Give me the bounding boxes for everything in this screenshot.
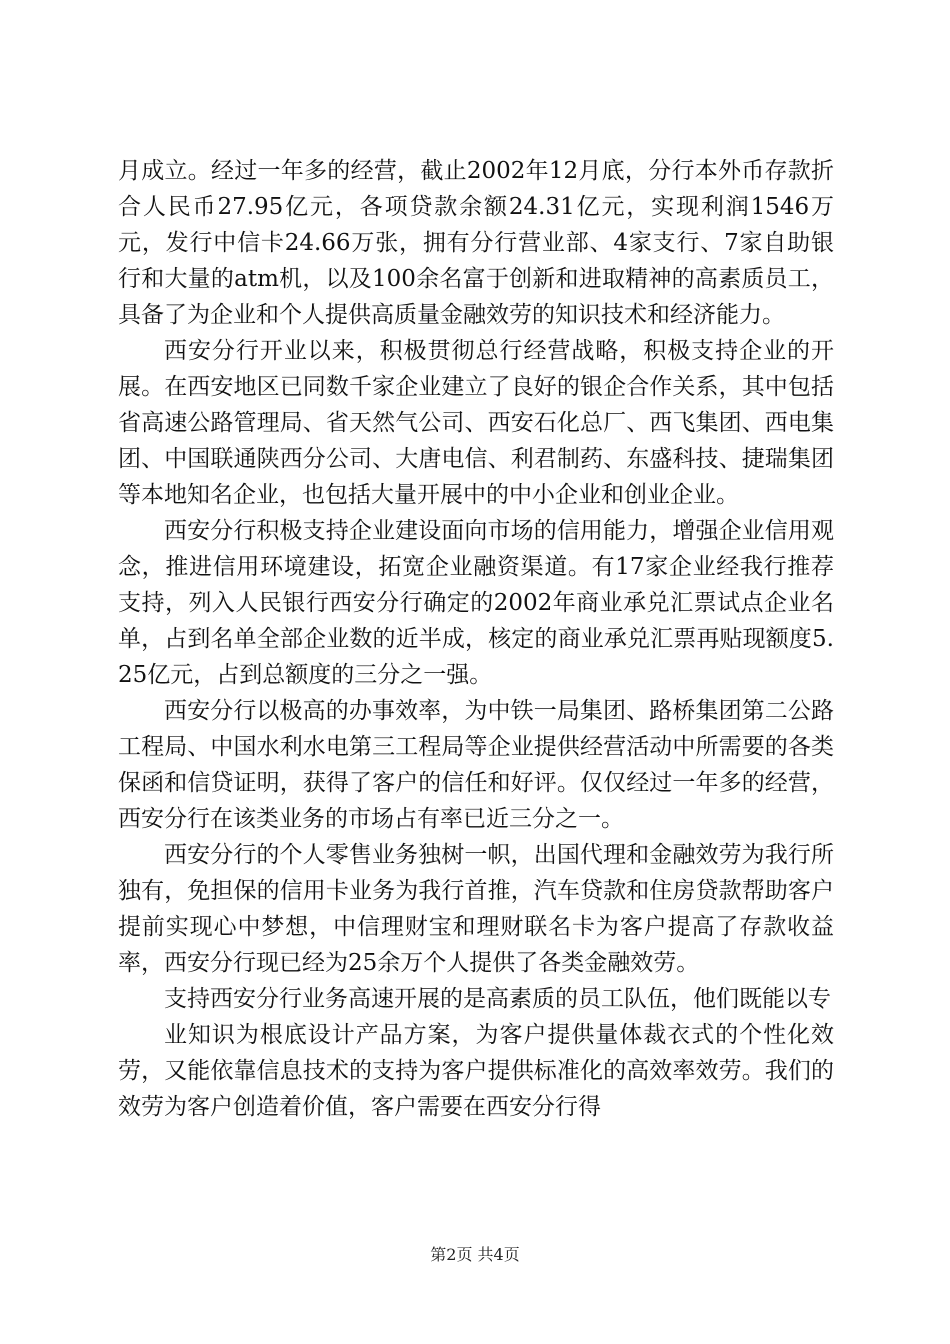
paragraph-1: 月成立。经过一年多的经营，截止2002年12月底，分行本外币存款折合人民币27.95亿元，各项贷款余额24.31亿元，实现利润1546万元，发行中信卡24.66万张，拥有分行营业部、4家支行、7家自助银行和大量的atm机，以及100余名富于创新和进取精神的高素质员工，具备了为企业和个人提供高质量金融效劳的知识技术和经济能力。 bbox=[118, 158, 834, 328]
paragraph-7: 业知识为根底设计产品方案，为客户提供量体裁衣式的个性化效劳，又能依靠信息技术的支持为客户提供标准化的高效率效劳。我们的效劳为客户创造着价值，客户需要在西安分行得 bbox=[118, 1022, 834, 1120]
paragraph-4: 西安分行以极高的办事效率，为中铁一局集团、路桥集团第二公路工程局、中国水利水电第三工程局等企业提供经营活动中所需要的各类保函和信贷证明，获得了客户的信任和好评。仅仅经过一年多的经营，西安分行在该类业务的市场占有率已近三分之一。 bbox=[118, 698, 834, 832]
paragraph-2: 西安分行开业以来，积极贯彻总行经营战略，积极支持企业的开展。在西安地区已同数千家企业建立了良好的银企合作关系，其中包括省高速公路管理局、省天然气公司、西安石化总厂、西飞集团、西电集团、中国联通陕西分公司、大唐电信、利君制药、东盛科技、捷瑞集团等本地知名企业，也包括大量开展中的中小企业和创业企业。 bbox=[118, 338, 834, 508]
paragraph-5: 西安分行的个人零售业务独树一帜，出国代理和金融效劳为我行所独有，免担保的信用卡业务为我行首推，汽车贷款和住房贷款帮助客户提前实现心中梦想，中信理财宝和理财联名卡为客户提高了存款收益率，西安分行现已经为25余万个人提供了各类金融效劳。 bbox=[118, 842, 834, 976]
page-number-footer: 第2页 共4页 bbox=[430, 1245, 520, 1264]
body-text bbox=[118, 153, 834, 1125]
paragraph-3: 西安分行积极支持企业建设面向市场的信用能力，增强企业信用观念，推进信用环境建设，拓宽企业融资渠道。有17家企业经我行推荐支持，列入人民银行西安分行确定的2002年商业承兑汇票试点企业名单，占到名单全部企业数的近半成，核定的商业承兑汇票再贴现额度5.25亿元，占到总额度的三分之一强。 bbox=[118, 518, 834, 688]
paragraph-6: 支持西安分行业务高速开展的是高素质的员工队伍，他们既能以专 bbox=[164, 986, 831, 1012]
